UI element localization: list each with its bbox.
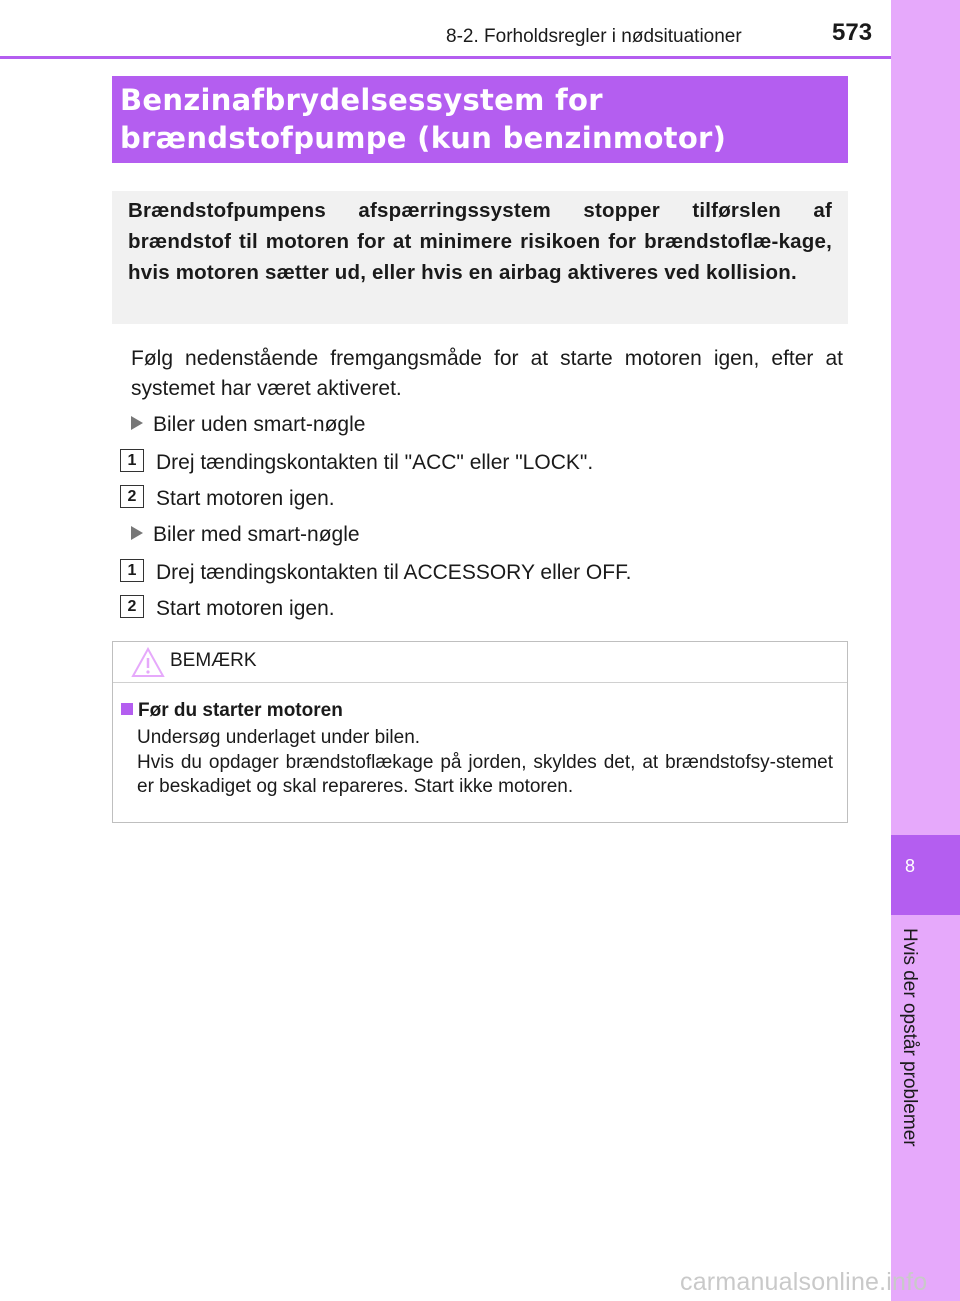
- group-heading-label: Biler uden smart-nøgle: [153, 413, 366, 436]
- watermark: carmanualsonline.info: [680, 1268, 928, 1296]
- header-rule: [0, 56, 891, 59]
- notice-subheading-text: Før du starter motoren: [138, 700, 343, 721]
- notice-text: [137, 726, 833, 800]
- section-title: [120, 81, 840, 157]
- group-heading-label: Biler med smart-nøgle: [153, 523, 360, 546]
- notice-line: Undersøg underlaget under bilen.: [137, 727, 421, 748]
- notice-label: BEMÆRK: [170, 650, 257, 671]
- step-number-badge: 2: [120, 485, 144, 508]
- triangle-bullet-icon: [131, 416, 143, 430]
- intro-box: [112, 191, 848, 324]
- notice-line: Hvis du opdager brændstoflækage på jorden, skyldes det, at brændstofsy-stemet er beskadiget og skal repareres. Start ikke motoren.: [137, 751, 833, 797]
- intro-text: Brændstofpumpens afspærringssystem stopper tilførslen af brændstof til motoren for at minimere risikoen for brændstoflæ-kage, hvis motoren sætter ud, eller hvis en airbag aktiveres ved kollision.: [128, 199, 832, 284]
- step-text: Start motoren igen.: [156, 597, 335, 620]
- chapter-title: Hvis der opstår problemer: [899, 928, 920, 1147]
- body-paragraph: Følg nedenstående fremgangsmåde for at starte motoren igen, efter at systemet har været aktiveret.: [131, 347, 843, 400]
- warning-triangle-icon: [131, 647, 165, 678]
- section-title-line-2: brændstofpumpe (kun benzinmotor): [120, 121, 727, 155]
- group-heading-without-smart-key: [131, 411, 365, 439]
- chapter-number: 8: [904, 856, 915, 876]
- page-number: 573: [832, 19, 873, 46]
- notice-header: [113, 642, 847, 683]
- header-section-title: 8-2. Forholdsregler i nødsituationer: [446, 26, 742, 47]
- section-title-line-1: Benzinafbrydelsessystem for: [120, 83, 603, 117]
- square-bullet-icon: [121, 703, 133, 715]
- step-number-badge: 1: [120, 449, 144, 472]
- section-title-bar: [112, 76, 848, 163]
- step-text: Start motoren igen.: [156, 487, 335, 510]
- step-text: Drej tændingskontakten til ACCESSORY eller OFF.: [156, 561, 632, 584]
- notice-subheading: [121, 698, 833, 724]
- notice-content: [113, 698, 847, 800]
- group-heading-with-smart-key: [131, 521, 360, 549]
- notice-box: [112, 641, 848, 823]
- triangle-bullet-icon: [131, 526, 143, 540]
- step-number-badge: 1: [120, 559, 144, 582]
- step-text: Drej tændingskontakten til "ACC" eller "LOCK".: [156, 451, 594, 474]
- step-number-badge: 2: [120, 595, 144, 618]
